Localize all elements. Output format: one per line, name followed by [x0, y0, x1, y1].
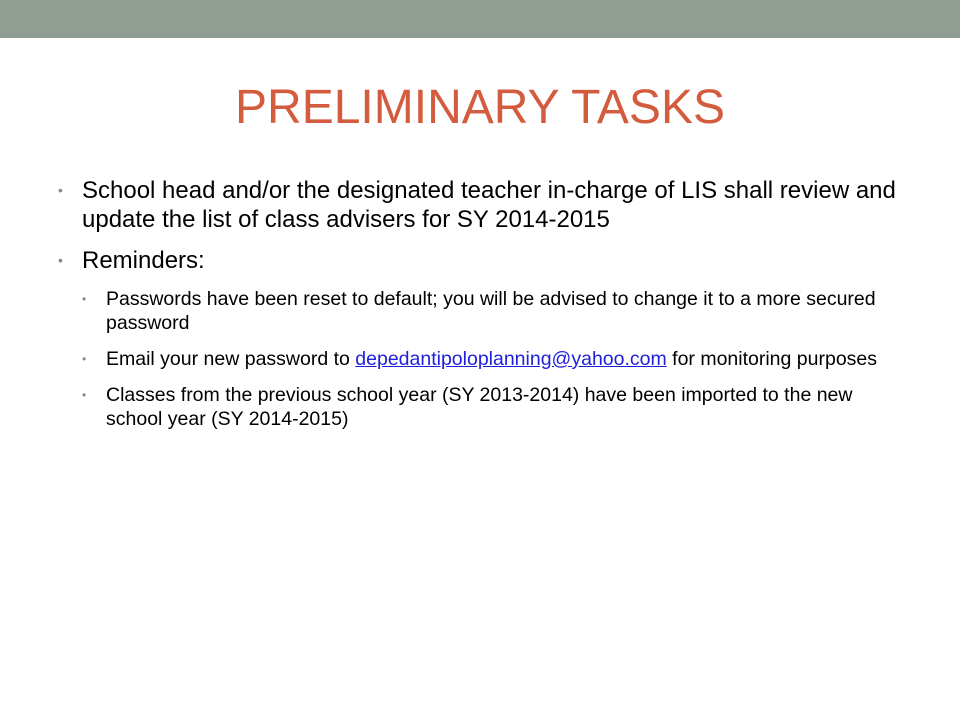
bullet-review-advisers [58, 176, 908, 234]
bullet-text: School head and/or the designated teacher in-charge of LIS shall review and update the list of class advisers for SY 2014-2015 [82, 177, 896, 233]
sub-bullet-email [82, 347, 908, 371]
slide-content [58, 176, 908, 443]
sub-bullet-text: Passwords have been reset to default; you will be advised to change it to a more secured password [106, 288, 876, 334]
sub-bullet-text: Email your new password to [106, 348, 356, 370]
bullet-reminders [58, 246, 908, 275]
sub-bullet-classes [82, 383, 908, 431]
email-link[interactable]: depedantipoloplanning@yahoo.com [355, 348, 667, 370]
top-accent-bar [0, 0, 960, 38]
sub-bullet-passwords [82, 287, 908, 335]
sub-bullet-text: for monitoring purposes [666, 348, 878, 370]
sub-bullet-text: Classes from the previous school year (SY 2013-2014) have been imported to the new school year (SY 2014-2015) [106, 384, 853, 430]
slide-title: PRELIMINARY TASKS [235, 81, 725, 134]
bullet-text: Reminders: [82, 247, 205, 274]
